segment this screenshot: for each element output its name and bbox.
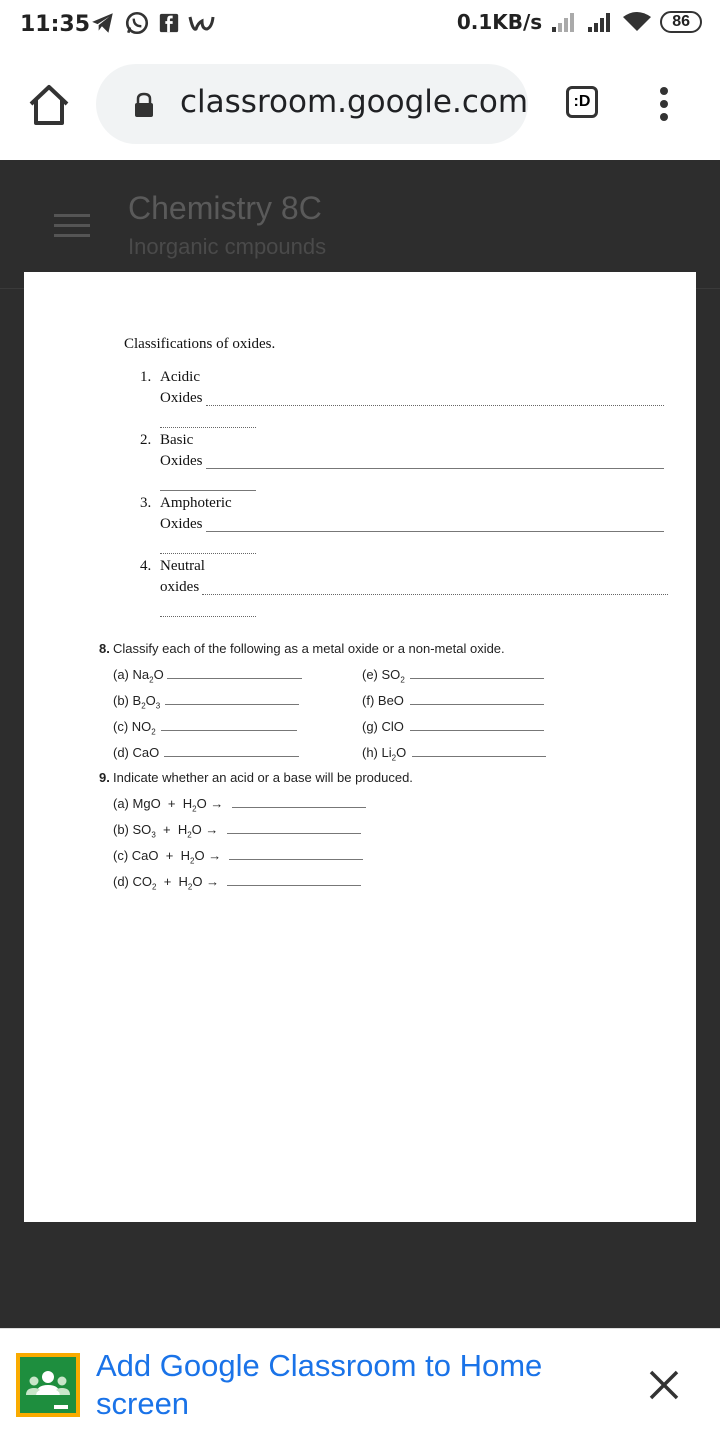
answer-line — [232, 807, 366, 808]
w-icon — [188, 10, 216, 36]
net-speed: 0.1KB/s — [456, 10, 543, 34]
list-item-label: Basic — [160, 432, 194, 448]
answer-line — [227, 833, 361, 834]
q9-item-b: (b) $SO_3 + H_2O$ → — [113, 822, 219, 840]
q8-item-d: (d) CaO — [113, 745, 160, 760]
answer-line — [160, 427, 256, 428]
wifi-icon — [622, 10, 652, 34]
list-number: 2. — [140, 432, 152, 448]
q9-item-d: (d) $CO_2 + H_2O$ → — [113, 874, 220, 892]
answer-line — [202, 594, 668, 595]
q8-item-a: (a) $Na_2O$ — [113, 667, 164, 685]
answer-line — [227, 885, 361, 886]
question-text: Classify each of the following as a metal oxide or a non-metal oxide. — [113, 641, 505, 656]
list-item-label: Oxides — [160, 453, 203, 469]
answer-line — [412, 756, 546, 757]
answer-line — [206, 468, 664, 469]
document-preview — [24, 272, 696, 1222]
facebook-icon — [158, 12, 180, 34]
list-number: 1. — [140, 369, 152, 385]
telegram-icon — [90, 10, 116, 36]
list-item-label: Neutral — [160, 558, 205, 574]
q8-item-b: (b) $B_2O_3$ — [113, 693, 161, 711]
notification-icons — [90, 10, 216, 36]
answer-line — [160, 490, 256, 491]
q8-item-f: (f) BeO — [362, 693, 404, 708]
tab-switcher-button[interactable]: :D — [566, 86, 598, 118]
class-title: Chemistry 8C — [128, 190, 322, 226]
url-text: classroom.google.com — [180, 84, 529, 120]
q8-item-e: (e) $SO_2$ — [362, 667, 405, 685]
more-vert-icon[interactable] — [656, 86, 672, 122]
answer-line — [167, 678, 302, 679]
doc-heading: Classifications of oxides. — [124, 336, 276, 352]
q8-item-c: (c) $NO_2$ — [113, 719, 156, 737]
system-status — [457, 10, 702, 34]
list-item-label: Oxides — [160, 516, 203, 532]
banner-message: Add Google Classroom to Home screen — [96, 1348, 543, 1421]
answer-line — [164, 756, 299, 757]
google-classroom-icon — [16, 1353, 80, 1417]
status-time: 11:35 — [20, 12, 91, 37]
answer-line — [206, 405, 664, 406]
answer-line — [410, 730, 544, 731]
add-to-home-banner[interactable] — [0, 1328, 720, 1441]
list-item-label: Acidic — [160, 369, 200, 385]
question-number: 9. — [99, 770, 110, 785]
list-number: 4. — [140, 558, 152, 574]
answer-line — [160, 553, 256, 554]
answer-line — [410, 704, 544, 705]
question-text: Indicate whether an acid or a base will be produced. — [113, 770, 413, 785]
battery-indicator: 86 — [660, 11, 702, 33]
hamburger-icon[interactable] — [54, 212, 90, 240]
answer-line — [161, 730, 297, 731]
list-item-label: Oxides — [160, 390, 203, 406]
signal-icon — [550, 11, 578, 33]
close-icon[interactable] — [648, 1369, 680, 1401]
class-subtitle: Inorganic cmpounds — [128, 234, 327, 259]
q8-item-g: (g) ClO — [362, 719, 404, 734]
browser-toolbar — [0, 50, 720, 160]
answer-line — [165, 704, 299, 705]
answer-line — [410, 678, 544, 679]
address-bar[interactable] — [96, 64, 528, 144]
q9-item-a: (a) MgO + $H_2O$ → — [113, 796, 224, 814]
list-item-label: Amphoteric — [160, 495, 232, 511]
list-item-label: oxides — [160, 579, 200, 595]
q8-item-h: (h) $Li_2O$ — [362, 745, 407, 763]
answer-line — [229, 859, 363, 860]
question-number: 8. — [99, 641, 110, 656]
whatsapp-icon — [124, 10, 150, 36]
home-icon[interactable] — [24, 80, 74, 130]
signal-icon — [586, 11, 614, 33]
q9-item-c: (c) CaO + $H_2O$ → — [113, 848, 222, 866]
list-number: 3. — [140, 495, 152, 511]
status-bar — [0, 0, 720, 50]
answer-line — [206, 531, 664, 532]
answer-line — [160, 616, 256, 617]
lock-icon — [132, 92, 156, 118]
